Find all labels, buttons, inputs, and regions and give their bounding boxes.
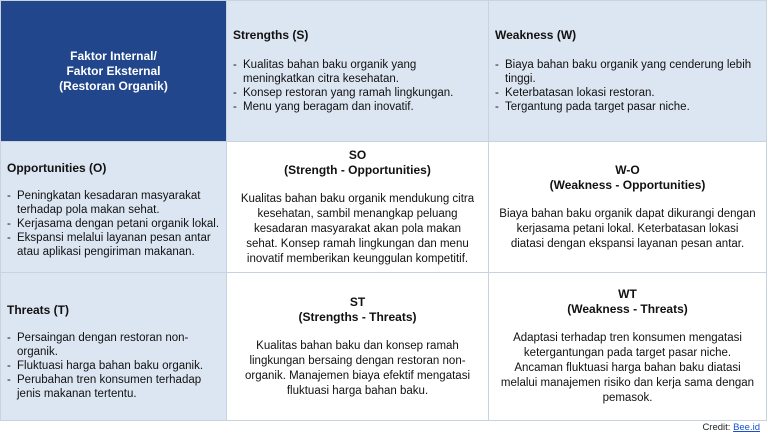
list-item: - Fluktuasi harga bahan baku organik.: [7, 359, 220, 373]
wt-body: Adaptasi terhadap tren konsumen mengatasi ketergantungan pada target pasar niche. Ancaman fluktuasi harga bahan baku diatasi melalui manajemen risiko dan kerja sama dengan pemasok.: [500, 332, 755, 404]
list-item: - Peningkatan kesadaran masyarakat terhadap pola makan sehat.: [7, 189, 220, 217]
strengths-cell: [227, 1, 489, 142]
wt-strategy-cell: [489, 273, 767, 421]
weakness-title: Weakness (W): [495, 28, 577, 42]
wt-subtitle: (Weakness - Threats): [567, 302, 688, 316]
wt-code: WT: [618, 287, 637, 301]
opportunities-list: [7, 189, 220, 259]
st-code: ST: [349, 294, 366, 309]
opportunities-cell: [1, 142, 227, 273]
credit-label: Credit:: [702, 422, 731, 433]
credit-line: [702, 422, 760, 433]
corner-line-external: Faktor Eksternal: [66, 63, 161, 78]
wo-body: Biaya bahan baku organik dapat dikurangi dengan kerjasama petani lokal. Keterbatasan lokasi diatasi dengan ekspansi layanan pesan antar.: [499, 207, 756, 250]
weakness-list: [495, 58, 756, 114]
list-item: - Menu yang beragam dan inovatif.: [233, 100, 478, 114]
threats-title: Threats (T): [7, 303, 70, 317]
list-item: - Perubahan tren konsumen terhadap jenis makanan tertentu.: [7, 373, 220, 401]
list-item: - Persaingan dengan restoran non-organik.: [7, 331, 220, 359]
st-subtitle: (Strengths - Threats): [298, 309, 417, 324]
wo-subtitle: (Weakness - Opportunities): [549, 177, 706, 192]
list-item: - Biaya bahan baku organik yang cenderung lebih tinggi.: [495, 58, 756, 86]
list-item: - Kerjasama dengan petani organik lokal.: [7, 217, 220, 231]
list-item: - Ekspansi melalui layanan pesan antar atau aplikasi pengiriman makanan.: [7, 231, 220, 259]
so-code: SO: [348, 147, 367, 162]
matrix-corner-header: [1, 1, 227, 142]
list-item: - Tergantung pada target pasar niche.: [495, 100, 756, 114]
list-item: - Keterbatasan lokasi restoran.: [495, 86, 756, 100]
list-item: - Konsep restoran yang ramah lingkungan.: [233, 86, 478, 100]
threats-cell: [1, 273, 227, 421]
wo-code: W-O: [615, 162, 640, 177]
list-item: - Kualitas bahan baku organik yang meningkatkan citra kesehatan.: [233, 58, 478, 86]
corner-line-subject: (Restoran Organik): [59, 78, 168, 93]
credit-link[interactable]: Bee.id: [733, 422, 760, 433]
strengths-title: Strengths (S): [233, 28, 309, 42]
strengths-list: [233, 58, 478, 114]
threats-list: [7, 331, 220, 401]
st-strategy-cell: [227, 273, 489, 421]
weakness-cell: [489, 1, 767, 142]
so-subtitle: (Strength - Opportunities): [284, 162, 431, 177]
so-strategy-cell: [227, 142, 489, 273]
corner-line-internal: Faktor Internal/: [70, 48, 157, 63]
opportunities-title: Opportunities (O): [7, 161, 107, 175]
st-body: Kualitas bahan baku dan konsep ramah lingkungan bersaing dengan restoran non-organik. Manajemen biaya efektif mengatasi fluktuasi harga bahan baku.: [244, 339, 470, 397]
so-body: Kualitas bahan baku organik mendukung citra kesehatan, sambil menangkap peluang kesadaran masyarakat akan pola makan sehat. Konsep ramah lingkungan dan menu inovatif memberikan keunggulan kompetitif.: [240, 192, 475, 265]
wo-strategy-cell: [489, 142, 767, 273]
